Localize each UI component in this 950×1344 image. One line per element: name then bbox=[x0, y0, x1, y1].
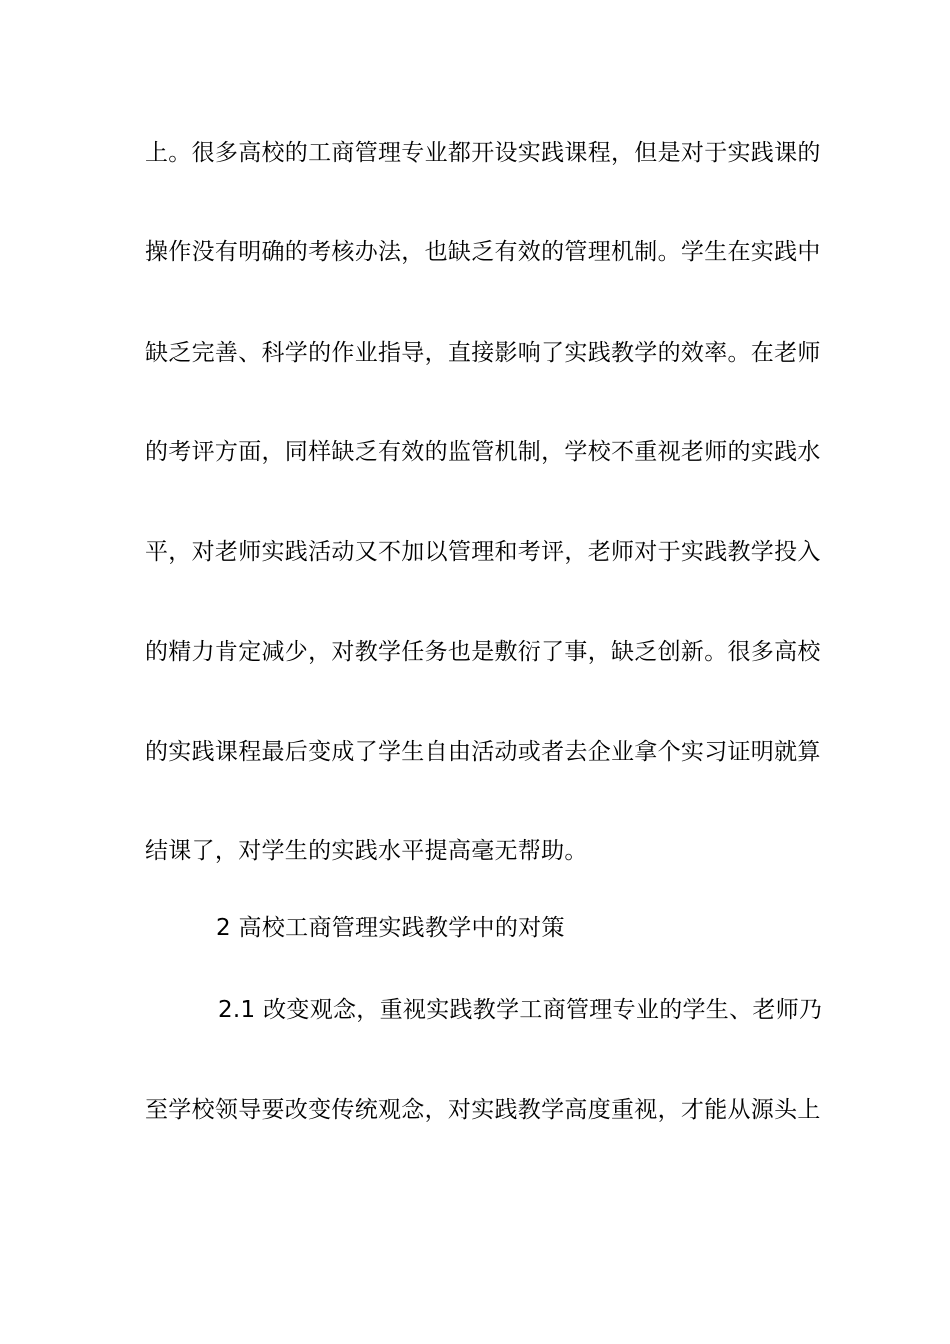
paragraph-line-8: 结课了，对学生的实践水平提高毫无帮助。 bbox=[145, 838, 588, 864]
section-heading: 2 高校工商管理实践教学中的对策 bbox=[216, 915, 565, 941]
paragraph-line-7: 的实践课程最后变成了学生自由活动或者去企业拿个实习证明就算 bbox=[145, 739, 821, 765]
paragraph-line-1: 上。很多高校的工商管理专业都开设实践课程，但是对于实践课的 bbox=[145, 140, 821, 166]
paragraph-line-2: 操作没有明确的考核办法，也缺乏有效的管理机制。学生在实践中 bbox=[145, 239, 821, 265]
paragraph-line-6: 的精力肯定减少，对教学任务也是敷衍了事，缺乏创新。很多高校 bbox=[145, 639, 821, 665]
paragraph-line-4: 的考评方面，同样缺乏有效的监管机制，学校不重视老师的实践水 bbox=[145, 439, 821, 465]
paragraph-line-5: 平，对老师实践活动又不加以管理和考评，老师对于实践教学投入 bbox=[145, 539, 821, 565]
paragraph-line-3: 缺乏完善、科学的作业指导，直接影响了实践教学的效率。在老师 bbox=[145, 340, 821, 366]
subsection-continuation-line: 至学校领导要改变传统观念，对实践教学高度重视，才能从源头上 bbox=[145, 1097, 821, 1123]
subsection-heading-line: 2.1 改变观念，重视实践教学工商管理专业的学生、老师乃 bbox=[218, 997, 823, 1023]
